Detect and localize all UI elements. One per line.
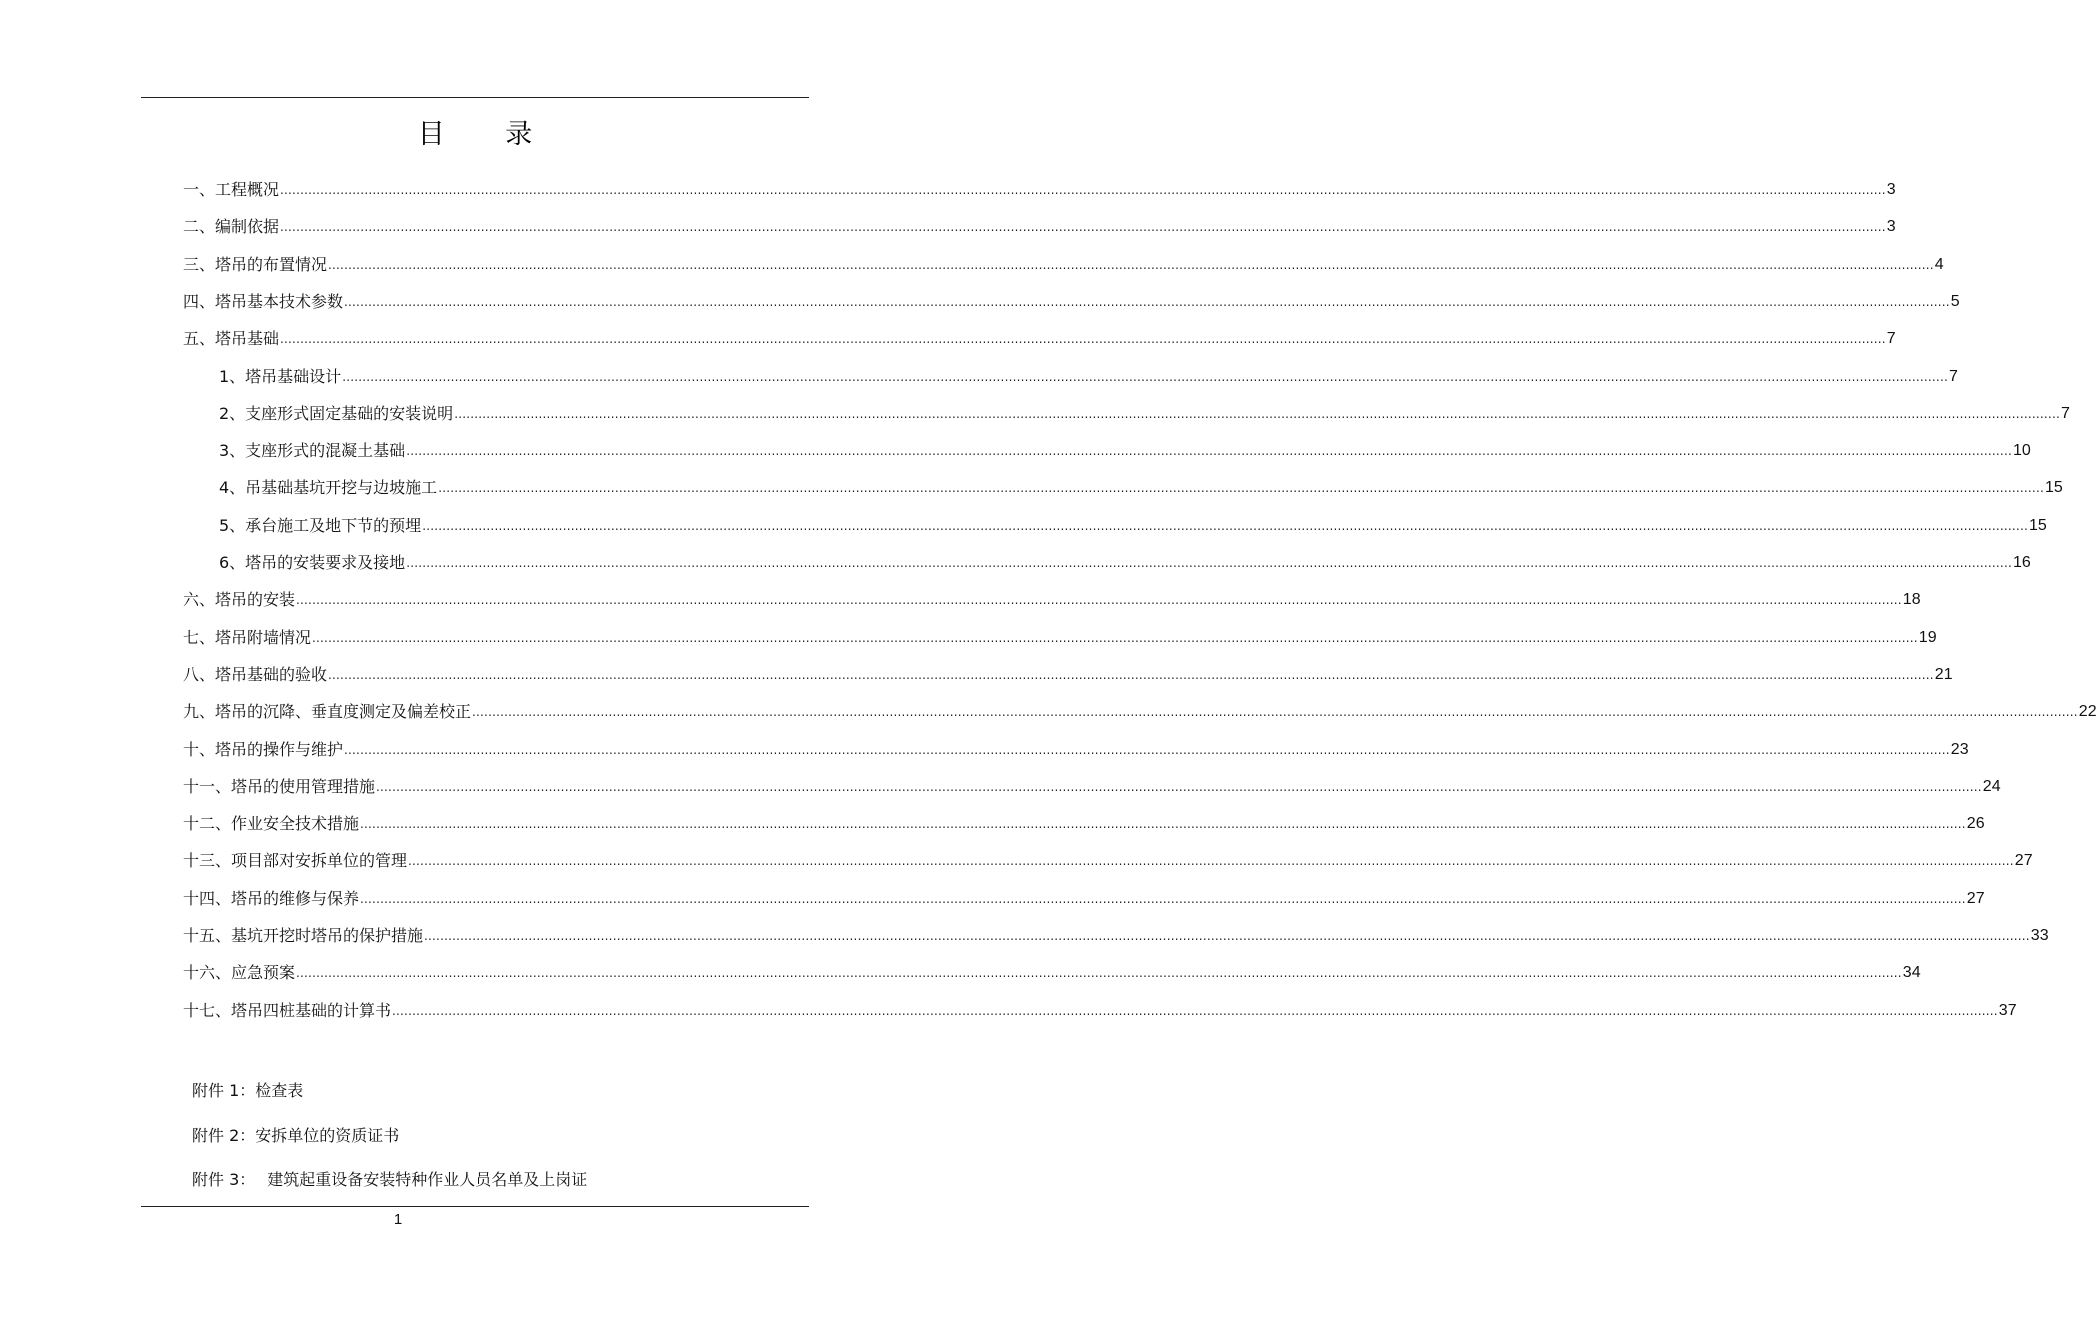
appendix-prefix: 附件 1： xyxy=(192,1081,256,1100)
toc-leader-dots: ................................................................................................................................................................................................................................................................................................................................................................................................................ xyxy=(280,183,1886,197)
toc-entry[interactable] xyxy=(219,500,2047,537)
toc-entry-page: 19 xyxy=(1918,628,1937,646)
toc-entry-label: 四、塔吊基本技术参数 xyxy=(183,291,344,311)
toc-entry[interactable] xyxy=(183,201,1896,238)
toc-leader-dots: ................................................................................................................................................................................................................................................................................................................................................................................................................ xyxy=(312,630,1918,645)
appendix-item xyxy=(192,1123,399,1146)
page-number: 1 xyxy=(393,1211,403,1228)
toc-leader-dots: ................................................................................................................................................................................................................................................................................................................................................................................................................ xyxy=(360,817,1966,832)
toc-entry-label: 十七、塔吊四桩基础的计算书 xyxy=(183,1000,392,1020)
appendix-prefix: 附件 3： xyxy=(192,1170,256,1189)
toc-entry-page: 27 xyxy=(2014,852,2033,870)
toc-entry-label: 十、塔吊的操作与维护 xyxy=(183,739,344,759)
toc-entry[interactable] xyxy=(183,761,2001,798)
toc-entry-label: 十一、塔吊的使用管理措施 xyxy=(183,776,376,796)
toc-entry-label: 七、塔吊附墙情况 xyxy=(183,627,312,647)
appendix-item xyxy=(192,1167,587,1190)
toc-leader-dots: ................................................................................................................................................................................................................................................................................................................................................................................................................ xyxy=(376,779,1982,794)
toc-entry[interactable] xyxy=(219,351,1958,388)
toc-entry[interactable] xyxy=(183,724,1969,761)
toc-entry-page: 3 xyxy=(1886,181,1896,198)
toc-entry-page: 15 xyxy=(2028,516,2047,534)
toc-entry-page: 24 xyxy=(1982,777,2001,795)
toc-entry-label: 九、塔吊的沉降、垂直度测定及偏差校正 xyxy=(183,702,472,722)
toc-entry-label: 一、工程概况 xyxy=(183,180,280,199)
toc-leader-dots: ................................................................................................................................................................................................................................................................................................................................................................................................................ xyxy=(360,891,1966,906)
toc-leader-dots: ................................................................................................................................................................................................................................................................................................................................................................................................................ xyxy=(280,220,1886,235)
toc-entry[interactable] xyxy=(183,649,1953,686)
toc-entry-label: 十二、作业安全技术措施 xyxy=(183,814,360,834)
toc-leader-dots: ................................................................................................................................................................................................................................................................................................................................................................................................................ xyxy=(342,369,1948,384)
toc-entry-label: 十五、基坑开挖时塔吊的保护措施 xyxy=(183,926,424,945)
toc-entry-page: 15 xyxy=(2044,479,2063,497)
toc-entry-page: 4 xyxy=(1934,255,1944,273)
footer-rule xyxy=(141,1206,809,1207)
toc-leader-dots: ................................................................................................................................................................................................................................................................................................................................................................................................................ xyxy=(328,667,1934,682)
toc-entry-label: 十三、项目部对安拆单位的管理 xyxy=(183,851,408,871)
toc-entry[interactable] xyxy=(183,276,1960,313)
toc-entry-label: 五、塔吊基础 xyxy=(183,329,280,349)
toc-leader-dots: ................................................................................................................................................................................................................................................................................................................................................................................................................ xyxy=(280,332,1886,347)
toc-entry-page: 27 xyxy=(1966,889,1985,907)
toc-entry[interactable] xyxy=(183,798,1985,835)
toc-entry-label: 4、吊基础基坑开挖与边坡施工 xyxy=(219,478,438,498)
appendix-text: 建筑起重设备安装特种作业人员名单及上岗证 xyxy=(267,1170,588,1189)
toc-entry[interactable] xyxy=(183,873,1985,910)
toc-entry-label: 六、塔吊的安装 xyxy=(183,590,296,610)
toc-entry[interactable] xyxy=(183,686,2097,723)
toc-entry-label: 十六、应急预案 xyxy=(183,963,296,983)
toc-entry[interactable] xyxy=(183,947,1921,984)
toc-entry-label: 1、塔吊基础设计 xyxy=(219,366,342,386)
toc-leader-dots: ................................................................................................................................................................................................................................................................................................................................................................................................................ xyxy=(454,406,2060,421)
toc-entry-page: 21 xyxy=(1934,665,1953,683)
toc-entry-page: 10 xyxy=(2012,442,2031,460)
toc-leader-dots: ................................................................................................................................................................................................................................................................................................................................................................................................................ xyxy=(392,1003,1998,1018)
toc-entry[interactable] xyxy=(219,425,2031,462)
toc-entry[interactable] xyxy=(183,910,2049,947)
toc-entry[interactable] xyxy=(183,313,1896,350)
toc-leader-dots: ................................................................................................................................................................................................................................................................................................................................................................................................................ xyxy=(344,294,1950,309)
page-title: 目 录 xyxy=(417,119,559,150)
toc-leader-dots: ................................................................................................................................................................................................................................................................................................................................................................................................................ xyxy=(296,593,1902,608)
toc-leader-dots: ................................................................................................................................................................................................................................................................................................................................................................................................................ xyxy=(296,966,1902,981)
toc-entry-page: 7 xyxy=(2060,404,2070,422)
appendix-text: 安拆单位的资质证书 xyxy=(255,1126,400,1145)
toc-entry[interactable] xyxy=(183,835,2033,872)
toc-entry-label: 5、承台施工及地下节的预埋 xyxy=(219,515,422,535)
appendix-prefix: 附件 2： xyxy=(192,1126,256,1145)
toc-leader-dots: ................................................................................................................................................................................................................................................................................................................................................................................................................ xyxy=(422,518,2028,533)
toc-entry-page: 37 xyxy=(1998,1001,2017,1019)
toc-leader-dots: ................................................................................................................................................................................................................................................................................................................................................................................................................ xyxy=(472,705,2078,720)
toc-entry-page: 33 xyxy=(2030,927,2049,944)
toc-entry[interactable] xyxy=(183,574,1921,611)
toc-entry-page: 26 xyxy=(1966,815,1985,833)
toc-entry-label: 二、编制依据 xyxy=(183,217,280,237)
toc-leader-dots: ................................................................................................................................................................................................................................................................................................................................................................................................................ xyxy=(406,556,2012,570)
toc-entry[interactable] xyxy=(219,537,2031,574)
toc-entry-page: 23 xyxy=(1950,740,1969,758)
toc-entry-page: 34 xyxy=(1902,964,1921,982)
toc-entry[interactable] xyxy=(183,164,1896,201)
appendix-item xyxy=(192,1078,303,1101)
toc-entry-page: 7 xyxy=(1948,367,1958,385)
toc-entry[interactable] xyxy=(183,239,1944,276)
toc-leader-dots: ................................................................................................................................................................................................................................................................................................................................................................................................................ xyxy=(424,929,2030,943)
header-rule xyxy=(141,97,809,98)
toc-entry[interactable] xyxy=(183,985,2017,1022)
toc-leader-dots: ................................................................................................................................................................................................................................................................................................................................................................................................................ xyxy=(328,257,1934,272)
toc-entry-page: 3 xyxy=(1886,218,1896,236)
toc-entry-label: 6、塔吊的安装要求及接地 xyxy=(219,553,406,572)
toc-entry[interactable] xyxy=(183,612,1937,649)
toc-entry-label: 三、塔吊的布置情况 xyxy=(183,254,328,274)
toc-entry[interactable] xyxy=(219,388,2070,425)
toc-entry[interactable] xyxy=(219,462,2063,499)
toc-entry-label: 十四、塔吊的维修与保养 xyxy=(183,888,360,908)
toc-entry-label: 3、支座形式的混凝土基础 xyxy=(219,441,406,461)
toc-leader-dots: ................................................................................................................................................................................................................................................................................................................................................................................................................ xyxy=(406,444,2012,459)
toc-entry-page: 16 xyxy=(2012,554,2031,571)
toc-entry-page: 22 xyxy=(2078,703,2097,721)
toc-leader-dots: ................................................................................................................................................................................................................................................................................................................................................................................................................ xyxy=(344,742,1950,757)
toc-entry-page: 7 xyxy=(1886,330,1896,348)
toc-leader-dots: ................................................................................................................................................................................................................................................................................................................................................................................................................ xyxy=(438,481,2044,496)
toc-leader-dots: ................................................................................................................................................................................................................................................................................................................................................................................................................ xyxy=(408,854,2014,869)
toc-entry-page: 5 xyxy=(1950,292,1960,310)
toc-entry-label: 八、塔吊基础的验收 xyxy=(183,664,328,684)
appendix-text: 检查表 xyxy=(255,1081,304,1100)
toc-entry-label: 2、支座形式固定基础的安装说明 xyxy=(219,403,454,423)
toc-entry-page: 18 xyxy=(1902,591,1921,609)
